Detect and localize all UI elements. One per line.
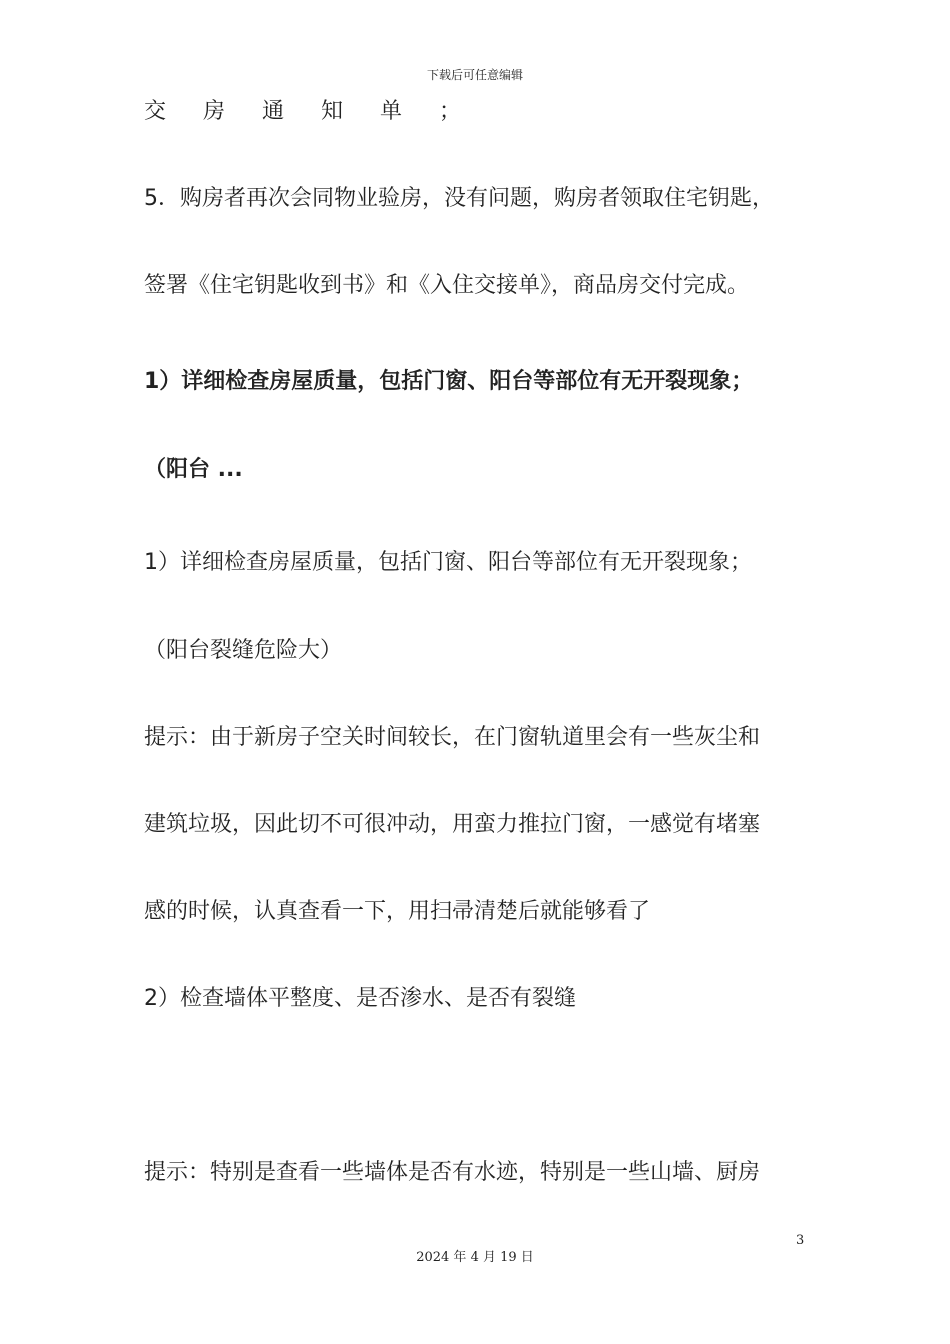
- text-line-tip-water: 提示：特别是查看一些墙体是否有水迹，特别是一些山墙、厨房: [144, 1160, 761, 1185]
- text-line-balcony-truncated: （阳台 ...: [144, 457, 243, 482]
- page-footer-date: 2024 年 4 月 19 日: [416, 1250, 534, 1265]
- text-line-tip-dust: 提示：由于新房子空关时间较长，在门窗轨道里会有一些灰尘和: [144, 725, 761, 750]
- text-line-tip-broom: 感的时候，认真查看一下，用扫帚清楚后就能够看了: [144, 899, 651, 924]
- text-line-delivery-notice: 交 房 通 知 单 ；: [144, 99, 476, 124]
- text-line-sign-documents: 签署《住宅钥匙收到书》和《入住交接单》，商品房交付完成。: [144, 273, 750, 298]
- page-number: 3: [796, 1233, 805, 1248]
- text-line-check-walls: 2）检查墙体平整度、是否渗水、是否有裂缝: [144, 986, 576, 1011]
- text-line-check-quality: 1）详细检查房屋质量，包括门窗、阳台等部位有无开裂现象；: [144, 550, 752, 575]
- page-header: 下载后可任意编辑: [426, 68, 523, 82]
- text-line-balcony-crack: （阳台裂缝危险大）: [144, 638, 343, 663]
- text-line-step-5: 5．购房者再次会同物业验房，没有问题，购房者领取住宅钥匙，: [144, 186, 774, 211]
- text-line-check-quality-bold: 1）详细检查房屋质量，包括门窗、阳台等部位有无开裂现象；: [144, 369, 754, 394]
- text-line-tip-force: 建筑垃圾，因此切不可很冲动，用蛮力推拉门窗，一感觉有堵塞: [144, 812, 761, 837]
